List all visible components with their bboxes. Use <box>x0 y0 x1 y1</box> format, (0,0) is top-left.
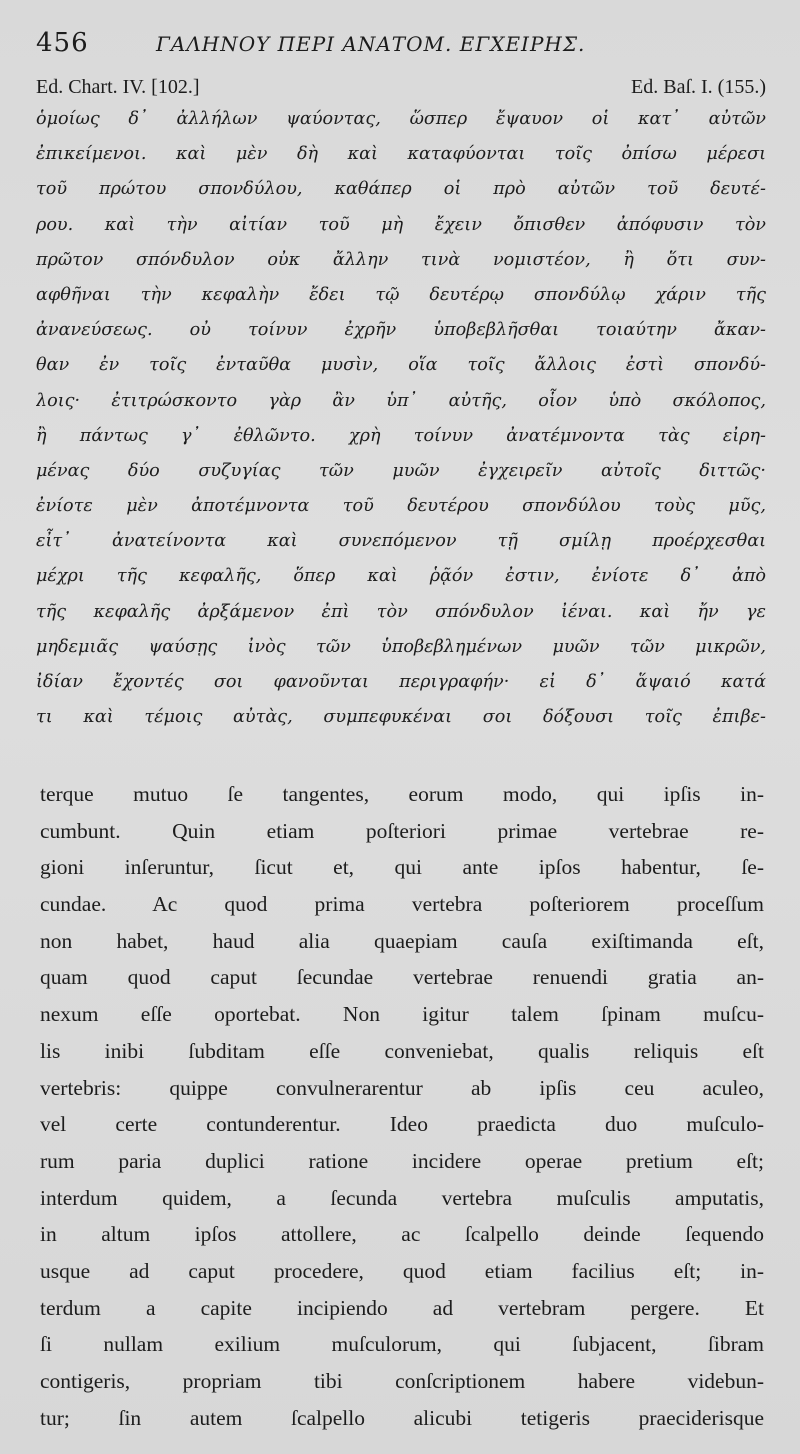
latin-line: cundae. Ac quod prima vertebra poſteriorem proceſſum <box>40 892 764 917</box>
greek-line: ἐνίοτε μὲν ἀποτέμνοντα τοῦ δευτέρου σπονδύλου τοὺς μῦς, <box>36 496 766 517</box>
latin-line: contigeris, propriam tibi conſcriptionem habere videbun- <box>40 1369 764 1393</box>
greek-line: ὁμοίως δ᾽ ἀλλήλων ψαύοντας, ὥσπερ ἔψαυον οἱ κατ᾽ αὐτῶν <box>36 109 766 129</box>
running-title: ΓΑΛΗΝΟΥ ΠΕΡΙ ΑΝΑΤΟΜ. ΕΓΧΕΙΡΗΣ. <box>156 32 586 56</box>
greek-line: ἐπικείμενοι. καὶ μὲν δὴ καὶ καταφύονται τοῖς ὀπίσω μέρεσι <box>36 144 766 165</box>
latin-line: gioni inſeruntur, ſicut et, qui ante ipſos habentur, ſe- <box>40 855 764 880</box>
edition-left: Ed. Chart. IV. [102.] <box>36 76 200 98</box>
latin-line: lis inibi ſubditam eſſe conveniebat, qualis reliquis eſt <box>40 1038 764 1063</box>
latin-line: in altum ipſos attollere, ac ſcalpello deinde ſequendo <box>40 1222 764 1247</box>
greek-line: λοις· ἐτιτρώσκοντο γὰρ ἂν ὑπ᾽ αὐτῆς, οἷον ὑπὸ σκόλοπος, <box>36 390 766 411</box>
greek-line: αφθῆναι τὴν κεφαλὴν ἔδει τῷ δευτέρῳ σπονδύλῳ χάριν τῆς <box>36 284 766 305</box>
greek-line: εἶτ᾽ ἀνατείνοντα καὶ συνεπόμενον τῇ σμίλῃ προέρχεσθαι <box>36 531 766 552</box>
latin-text-block <box>40 776 764 1436</box>
page-header <box>36 28 766 62</box>
latin-line: terdum a capite incipiendo ad vertebram pergere. Et <box>40 1295 764 1320</box>
greek-line: μηδεμιᾶς ψαύσῃς ἰνὸς τῶν ὑποβεβλημένων μυῶν τῶν μικρῶν, <box>36 636 766 657</box>
latin-line: terque mutuo ſe tangentes, eorum modo, qui ipſis in- <box>40 782 764 806</box>
latin-line: nexum eſſe oportebat. Non igitur talem ſpinam muſcu- <box>40 1002 764 1027</box>
greek-line: μέχρι τῆς κεφαλῆς, ὅπερ καὶ ῥᾷόν ἐστιν, ἐνίοτε δ᾽ ἀπὸ <box>36 566 766 587</box>
latin-line: quam quod caput ſecundae vertebrae renuendi gratia an- <box>40 965 764 990</box>
greek-line: μένας δύο συζυγίας τῶν μυῶν ἐγχειρεῖν αὐτοῖς διττῶς· <box>36 460 766 481</box>
greek-line: ἢ πάντως γ᾽ ἐθλῶντο. χρὴ τοίνυν ἀνατέμνοντα τὰς εἰρη- <box>36 425 766 446</box>
latin-line: usque ad caput procedere, quod etiam facilius eſt; in- <box>40 1258 764 1283</box>
greek-line: τοῦ πρώτου σπονδύλου, καθάπερ οἱ πρὸ αὐτῶν τοῦ δευτέ- <box>36 179 766 200</box>
greek-text-block <box>36 102 766 735</box>
greek-line: τι καὶ τέμοις αὐτὰς, συμπεφυκέναι σοι δόξουσι τοῖς ἐπιβε- <box>36 707 766 728</box>
page-number: 456 <box>36 28 89 58</box>
greek-line: τῆς κεφαλῆς ἀρξάμενον ἐπὶ τὸν σπόνδυλον ἰέναι. καὶ ἤν γε <box>36 601 766 622</box>
greek-line: θαν ἐν τοῖς ἐνταῦθα μυσὶν, οἵα τοῖς ἄλλοις ἐστὶ σπονδύ- <box>36 355 766 376</box>
edition-right: Ed. Baſ. I. (155.) <box>631 76 766 98</box>
latin-line: rum paria duplici ratione incidere operae pretium eſt; <box>40 1148 764 1173</box>
greek-line: ἀνανεύσεως. οὐ τοίνυν ἐχρῆν ὑποβεβλῆσθαι τοιαύτην ἄκαν- <box>36 320 766 341</box>
latin-line: vertebris: quippe convulnerarentur ab ipſis ceu aculeo, <box>40 1075 764 1100</box>
latin-line: tur; ſin autem ſcalpello alicubi tetigeris praeciderisque <box>40 1405 764 1430</box>
edition-reference <box>36 76 766 102</box>
latin-line: cumbunt. Quin etiam poſteriori primae vertebrae re- <box>40 818 764 843</box>
latin-line: interdum quidem, a ſecunda vertebra muſculis amputatis, <box>40 1185 764 1210</box>
greek-line: πρῶτον σπόνδυλον οὐκ ἄλλην τινὰ νομιστέον, ἢ ὅτι συν- <box>36 249 766 270</box>
latin-line: non habet, haud alia quaepiam cauſa exiſtimanda eſt, <box>40 928 764 953</box>
latin-line: ſi nullam exilium muſculorum, qui ſubjacent, ſibram <box>40 1332 764 1357</box>
greek-line: ἰδίαν ἔχοντές σοι φανοῦνται περιγραφήν· εἰ δ᾽ ἅψαιό κατά <box>36 672 766 692</box>
latin-line: vel certe contunderentur. Ideo praedicta duo muſculo- <box>40 1112 764 1137</box>
greek-line: ρου. καὶ τὴν αἰτίαν τοῦ μὴ ἔχειν ὄπισθεν ἀπόφυσιν τὸν <box>36 214 766 235</box>
